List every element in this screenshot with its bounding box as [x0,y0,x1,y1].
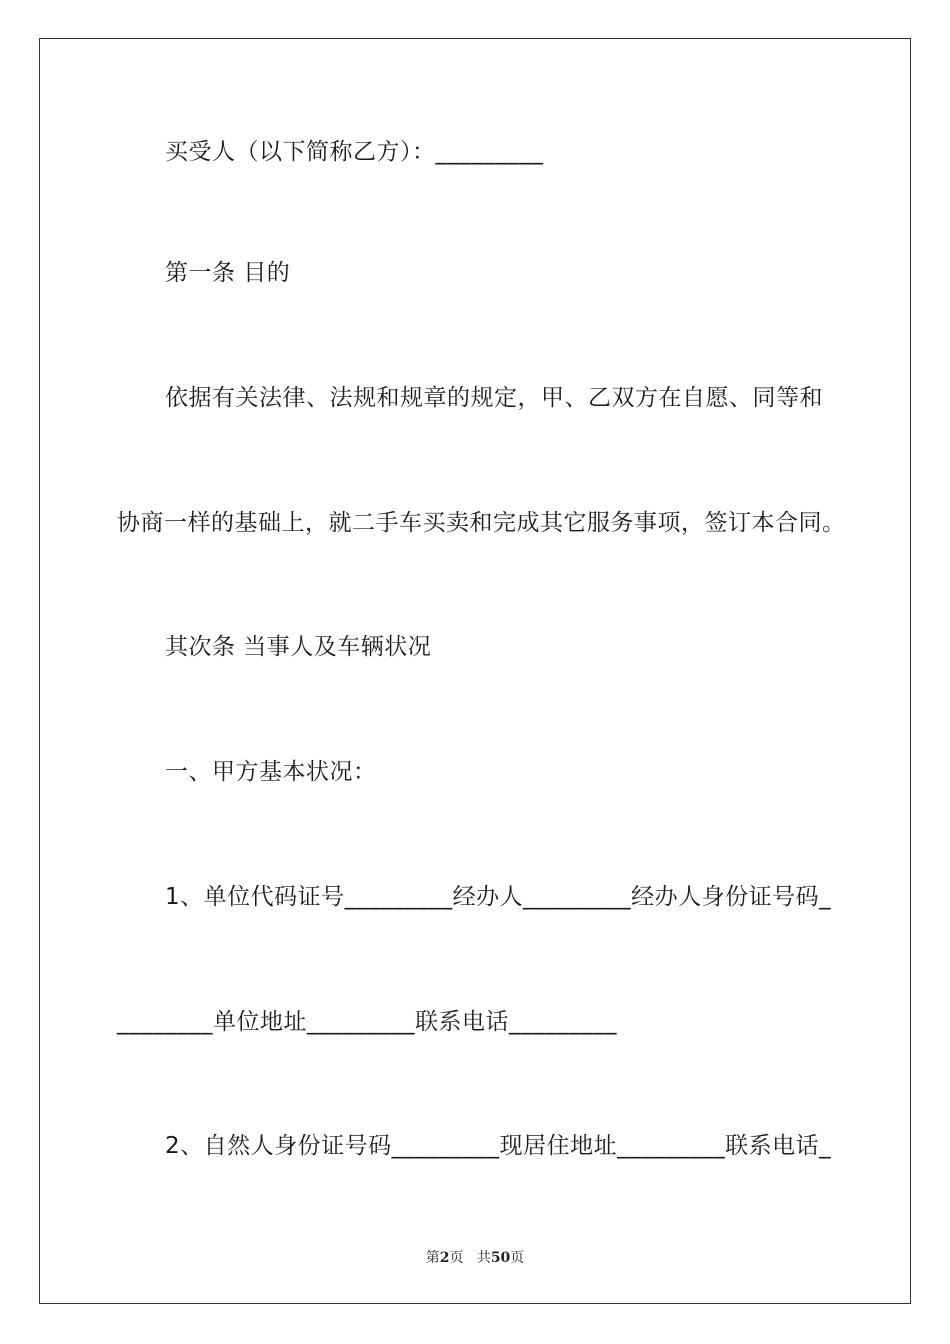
article-2-heading: 其次条 当事人及车辆状况 [165,634,432,660]
footer-page-unit: 页 [449,1250,464,1266]
page-border [39,38,911,1304]
footer-prefix: 第 [425,1250,440,1266]
page-number: 2 [439,1250,450,1266]
footer-total-prefix: 共 [476,1250,491,1266]
item-2-line-1: 2、自然人身份证号码_________现居住地址_________联系电话_ [165,1133,832,1159]
party-a-heading: 一、甲方基本状况： [165,759,377,785]
article-1-heading: 第一条 目的 [165,260,291,286]
paragraph-line-1: 依据有关法律、法规和规章的规定，甲、乙双方在自愿、同等和 [165,385,823,411]
paragraph-line-2: 协商一样的基础上，就二手车买卖和完成其它服务事项，签订本合同。 [117,510,846,536]
item-1-line-1: 1、单位代码证号_________经办人_________经办人身份证号码_ [165,884,832,910]
footer-total-unit: 页 [510,1250,525,1266]
total-pages: 50 [490,1250,511,1266]
page-footer [0,1247,950,1267]
item-1-line-2: ________单位地址_________联系电话_________ [117,1009,617,1035]
buyer-line: 买受人（以下简称乙方）：_________ [165,139,544,165]
